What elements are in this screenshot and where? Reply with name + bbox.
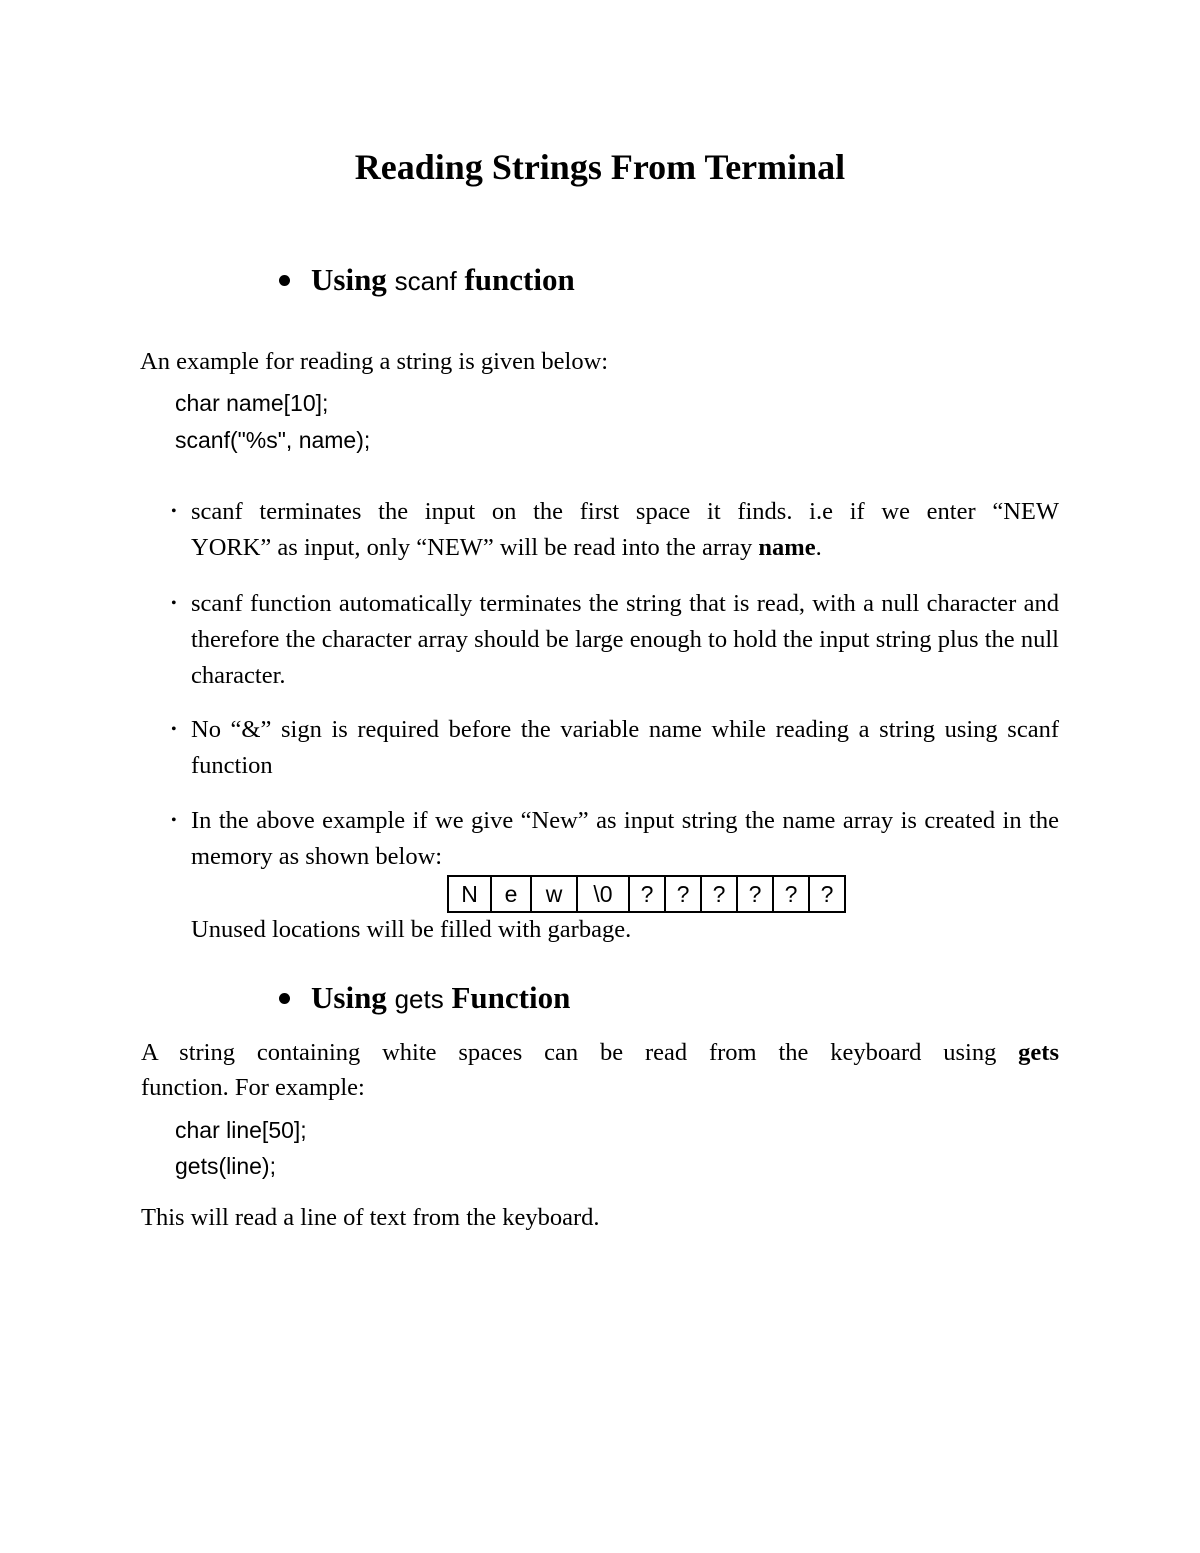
- intro-text: A string containing white spaces can be read from the keyboard using: [141, 1039, 1019, 1066]
- bullet-text: YORK” as input, only “NEW” will be read into the array: [191, 534, 759, 561]
- closing-text: This will read a line of text from the keyboard.: [141, 1204, 600, 1231]
- heading-function-name: scanf: [394, 266, 457, 296]
- memory-cell: e: [491, 876, 531, 912]
- bullet-bold-text: name: [758, 534, 816, 561]
- scanf-intro-text: An example for reading a string is given below:: [140, 348, 609, 375]
- memory-cell: ?: [701, 876, 737, 912]
- bullet-item: [171, 803, 1059, 875]
- section-heading-gets: [311, 978, 570, 1019]
- gets-intro-line: function. For example:: [141, 1074, 365, 1101]
- memory-cell: N: [448, 876, 491, 912]
- code-line: char name[10];: [175, 390, 329, 416]
- gets-intro-line: [141, 1035, 1059, 1071]
- memory-cell: \0: [577, 876, 629, 912]
- heading-text: function: [464, 262, 575, 297]
- code-line: char line[50];: [175, 1117, 307, 1143]
- bullet-item: [171, 586, 1059, 694]
- bullet-dot-icon: [279, 993, 290, 1004]
- bullet-text: No “&” sign is required before the variable name while reading a string using scanf function: [191, 716, 1059, 779]
- bullet-dot-icon: •: [171, 595, 177, 612]
- bullet-text: scanf function automatically terminates the string that is read, with a null character and therefore the character array should be large enough to hold the input string plus the null character.: [191, 590, 1059, 689]
- heading-text: Using: [311, 262, 387, 297]
- bullet-dot-icon: •: [171, 812, 177, 829]
- page-title: Reading Strings From Terminal: [354, 147, 846, 187]
- code-line: scanf("%s", name);: [175, 427, 371, 453]
- garbage-note: Unused locations will be filled with garbage.: [191, 916, 632, 943]
- memory-cell: ?: [665, 876, 701, 912]
- heading-text: Function: [451, 980, 571, 1015]
- bullet-line: scanf terminates the input on the first space it finds. i.e if we enter “NEW: [191, 498, 1059, 525]
- bullet-dot-icon: •: [171, 503, 177, 520]
- memory-array-row: [448, 876, 845, 912]
- memory-cell: ?: [773, 876, 809, 912]
- memory-array-table: [447, 875, 846, 913]
- memory-cell: ?: [737, 876, 773, 912]
- memory-cell: ?: [629, 876, 665, 912]
- memory-cell: w: [531, 876, 577, 912]
- section-heading-scanf: [311, 260, 575, 301]
- bullet-text: In the above example if we give “New” as input string the name array is created in the memory as shown below:: [191, 807, 1059, 870]
- bullet-item: [171, 712, 1059, 784]
- code-line: gets(line);: [175, 1153, 276, 1179]
- bullet-text: .: [815, 534, 822, 561]
- heading-text: Using: [311, 980, 387, 1015]
- bullet-dot-icon: [279, 275, 290, 286]
- bullet-line: [191, 530, 1059, 566]
- bullet-item: [171, 494, 1059, 566]
- intro-bold-text: gets: [1018, 1039, 1059, 1066]
- bullet-dot-icon: •: [171, 721, 177, 738]
- heading-function-name: gets: [394, 984, 444, 1014]
- memory-cell: ?: [809, 876, 845, 912]
